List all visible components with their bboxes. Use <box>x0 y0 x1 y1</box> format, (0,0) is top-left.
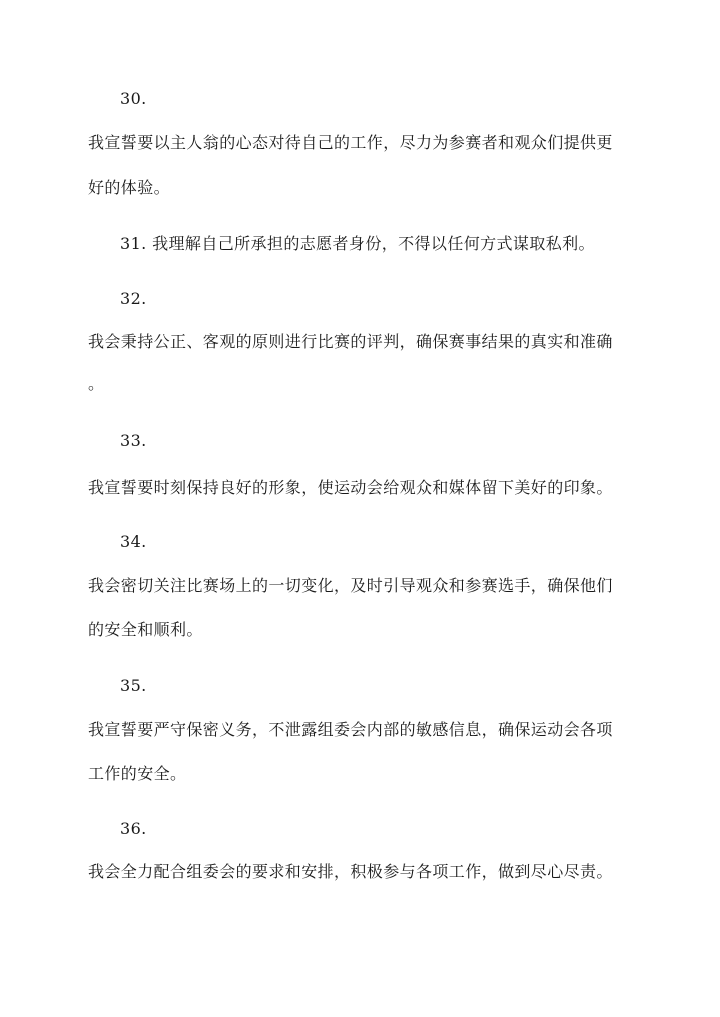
item-number-30: 30. <box>120 89 147 108</box>
paragraph-line: 我宣誓要时刻保持良好的形象，使运动会给观众和媒体留下美好的印象。 <box>88 478 613 497</box>
paragraph-line: 我会秉持公正、客观的原则进行比赛的评判，确保赛事结果的真实和准确 <box>88 332 613 351</box>
paragraph-line: 我宣誓要严守保密义务，不泄露组委会内部的敏感信息，确保运动会各项 <box>88 720 613 739</box>
paragraph-line: 好的体验。 <box>88 178 171 197</box>
paragraph-line: 工作的安全。 <box>88 764 187 783</box>
item-number-35: 35. <box>120 676 147 695</box>
item-number-32: 32. <box>120 289 147 308</box>
item-number-34: 34. <box>120 532 147 551</box>
paragraph-line: 的安全和顺利。 <box>88 620 203 639</box>
item-31-line: 31. 我理解自己所承担的志愿者身份，不得以任何方式谋取私利。 <box>120 234 595 253</box>
paragraph-line: 。 <box>88 374 105 393</box>
item-number-36: 36. <box>120 819 147 838</box>
paragraph-line: 我宣誓要以主人翁的心态对待自己的工作，尽力为参赛者和观众们提供更 <box>88 133 613 152</box>
item-number-33: 33. <box>120 431 147 450</box>
paragraph-line: 我会全力配合组委会的要求和安排，积极参与各项工作，做到尽心尽责。 <box>88 862 613 881</box>
paragraph-line: 我会密切关注比赛场上的一切变化，及时引导观众和参赛选手，确保他们 <box>88 576 613 595</box>
